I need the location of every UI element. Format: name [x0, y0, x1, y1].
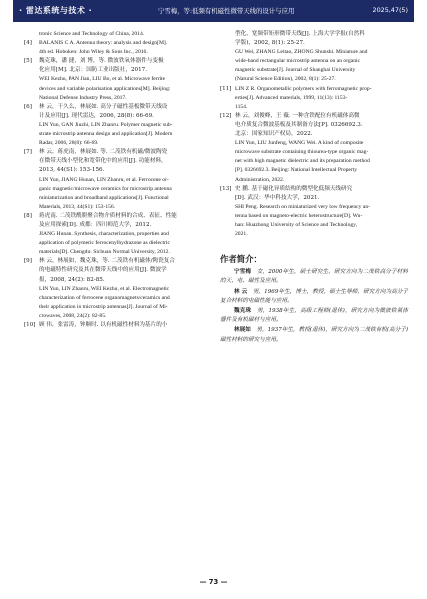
- reference-line: National Defense Industry Press, 2017.: [39, 94, 127, 101]
- reference-line: 的电磁特性研究及其在微带天线中的应用[J]. 微波学: [39, 267, 167, 274]
- reference-line: 型化、宽频带矩形微带天线[J]. 上海大学学报(自然科: [235, 31, 365, 37]
- reference-line: crowaves, 2008, 24(2): 82-85.: [39, 312, 107, 319]
- reference-line: 2013, 44(S1): 153-156.: [39, 167, 105, 174]
- reference-line: 北京：国家知识产权局，2022.: [235, 131, 313, 138]
- reference-line: 报，2008, 24(2): 82-85.: [39, 276, 105, 283]
- reference-line: GU Wei, ZHANG Leitao, ZHONG Shunshi. Miniature and: [235, 49, 368, 56]
- reference-line: Administration, 2022.: [235, 176, 285, 183]
- reference-line: JIANG Hunan. Synthesis, characterization, properties and: [39, 231, 169, 238]
- reference-number: [5]: [24, 58, 32, 65]
- reference-line: microwave substrate containing thiourea-type organic mag-: [235, 149, 369, 156]
- reference-line: 电介质复合微波基板及其制备方法[P]. 0326692.3.: [235, 121, 363, 128]
- reference-item: [24, 103, 212, 148]
- reference-line: application of polymeric ferrocenylhydrazone as dielectric: [39, 240, 170, 247]
- journal-header: [13, 0, 414, 22]
- reference-line: wide-band rectangular microstrip antenna on an organic: [235, 58, 361, 65]
- reference-item: [24, 212, 212, 257]
- reference-number: [9]: [24, 258, 32, 265]
- left-column: [24, 30, 212, 330]
- right-reference-list: [220, 85, 408, 240]
- reference-item: [220, 85, 408, 112]
- reference-line: characterization of ferrocene organomagnets/ceramics and: [39, 294, 170, 301]
- reference-number: [10]: [24, 322, 36, 328]
- reference-line: 及应用探索[D]. 成都：四川师范大学，2012.: [39, 221, 152, 228]
- reference-number: [6]: [24, 103, 32, 110]
- author-bio-text: 男，1969年生，博士，教授，硕士生导师，研究方向为高分子复合材料的电磁性能与应用。: [220, 288, 408, 304]
- reference-number: [12]: [220, 112, 232, 119]
- author-section-title: 作者简介：: [220, 254, 262, 265]
- reference-line: 林 云，干久么，林展如. 高分子磁性基板微带天线设: [39, 103, 168, 110]
- reference-line: 林 云，蒋虎南，林展如. 等. 二茂铁有机磁/微波陶瓷: [39, 149, 168, 156]
- reference-line: 4th ed. Hoboken: John Wiley & Sons Inc., 2016.: [39, 49, 148, 56]
- right-column: [220, 30, 408, 346]
- reference-line: 计及应用[J]. 现代雷达，2006, 28(8): 66-69.: [39, 112, 154, 119]
- article-running-title: 宁雪梅，等:低频有机磁性微带天线的设计与应用: [158, 7, 295, 15]
- reference-line: LIN Yun, LIU Junfeng, WANG Wei. A kind of composite: [235, 140, 364, 147]
- journal-name: · 雷达系统与技术 ·: [19, 6, 93, 15]
- reference-item: [24, 321, 212, 330]
- reference-line: erties[J]. Advanced materials, 1999, 11(13): 1153-: [235, 94, 348, 101]
- reference-line: 化应用[M]. 北京：国防工业出版社，2017.: [39, 67, 147, 74]
- reference-line: miniaturization and broadband applications[J]. Functional: [39, 194, 169, 201]
- reference-line: 魏克珠，潘 捷，刘 博，等. 微波铁氧体器件与变极: [39, 58, 164, 65]
- reference-line: 学版)，2002, 8(1): 25-27.: [235, 40, 305, 47]
- reference-number: [11]: [220, 85, 232, 92]
- reference-line: [P]. 0326692.3. Beijing: National Intellectual Property: [235, 167, 358, 174]
- reference-line: their application in microstrip antennas[J]. Journal of Mi-: [39, 303, 168, 310]
- reference-line: 林 云，刘俊峰，王 薇. 一种含铁配位有机磁体高微: [235, 112, 360, 119]
- reference-line: materials[D]. Chengdu: Sichuan Normal University, 2012.: [39, 249, 170, 256]
- reference-line: 1154.: [235, 103, 248, 110]
- reference-continuation: tronic Science and Technology of China, 2014.: [39, 31, 145, 37]
- reference-line: LIN Yun, GAN Jiuzhi, LIN Zhanru. Polymer magnetic sub-: [39, 121, 173, 128]
- reference-line: 2021.: [235, 231, 248, 238]
- reference-number: [7]: [24, 149, 32, 156]
- reference-item: [220, 185, 408, 240]
- left-reference-list: [24, 39, 212, 330]
- author-bio: [220, 326, 408, 344]
- reference-line: WEI Kezhu, PAN Jian, LIU Bo, et al. Microwave ferrite: [39, 76, 166, 83]
- reference-line: 林 云，林展如，魏克珠，等. 二茂铁有机磁体/陶瓷复合: [39, 258, 175, 265]
- reference-item: [24, 39, 212, 57]
- reference-line: ganic magnetic/microwave ceramics for microstrip antenna: [39, 185, 172, 192]
- reference-continuation: [220, 30, 408, 85]
- reference-line: magnetic substrate[J]. Journal of Shanghai University: [235, 67, 356, 74]
- reference-number: [13]: [220, 185, 232, 192]
- page-number: — 73 —: [199, 578, 228, 586]
- reference-line: LIN Yun, LIN Zhanru, WEI Kezhu, et al. Electromagnetic: [39, 285, 170, 292]
- reference-line: 蒋虎南. 二茂铁酰肼聚合物介质材料的合成、表征、性能: [39, 212, 177, 219]
- reference-item: [24, 57, 212, 102]
- author-name: 林 云: [234, 288, 248, 295]
- reference-line: net with high magnetic dielectric and its preparation method: [235, 158, 370, 165]
- reference-item: [24, 148, 212, 212]
- reference-line: tenna based on magneto-electric heterostructure[D]. Wu-: [235, 212, 363, 219]
- reference-item: [220, 112, 408, 185]
- author-bio: [220, 307, 408, 325]
- reference-line: devices and variable polarisation applications[M]. Beijing:: [39, 85, 171, 92]
- reference-line: BALANIS C A. Antenna theory: analysis and design[M].: [39, 40, 168, 47]
- reference-line: strate microstrip antenna design and application[J]. Modern: [39, 131, 173, 138]
- author-bio-text: 女，2000年生，硕士研究生，研究方向为二茂铁高分子材料的天、电、磁性及应用。: [220, 269, 408, 285]
- reference-line: LIN Yun, JIANG Hunan, LIN Zhanru, et al. Ferrocene or-: [39, 176, 169, 183]
- author-bio-text: 男，1938年生，高级工程师(退休)，研究方向为微波铁氧体器件及有机磁材与应用。: [220, 307, 408, 324]
- volume-issue: 2025,47(5): [372, 6, 408, 14]
- author-bios: [220, 268, 408, 345]
- author-name: 林展如: [234, 327, 251, 334]
- reference-line: Radar, 2006, 28(8): 66-69.: [39, 140, 99, 147]
- reference-line: 在微带天线小型化和宽带化中的应用[J]. 功能材料，: [39, 158, 167, 165]
- reference-line: (Natural Science Edition), 2002, 8(1): 25-27.: [235, 76, 336, 83]
- reference-item: [24, 257, 212, 321]
- reference-line: Materials, 2013, 44(S1): 153-156.: [39, 203, 116, 210]
- reference-line: 顾 伟，张雷涛，钟顺时. 以有机磁性材料为基片的小: [39, 322, 168, 328]
- reference-number: [4]: [24, 40, 32, 47]
- reference-line: SHI Peng. Research on miniaturized very low frequency an-: [235, 203, 370, 210]
- author-bio: [220, 288, 408, 306]
- reference-line: LIN Z R. Organometallic polymers with ferromagnetic prop-: [235, 85, 372, 92]
- reference-line: han: Huazhong University of Science and Technology,: [235, 221, 358, 228]
- author-bio: [220, 268, 408, 286]
- reference-line: 史 鹏. 基于磁化异质结构的微型化低频天线研究: [235, 185, 353, 192]
- author-name: 魏克珠: [234, 307, 252, 314]
- reference-number: [8]: [24, 212, 32, 219]
- author-bio-text: 男，1937年生，教授(退休)，研究方向为二茂铁有机(高分子)磁性材料的研究与应用。: [220, 327, 409, 343]
- reference-line: [D]. 武汉：华中科技大学，2021.: [235, 194, 320, 201]
- author-name: 宁雪梅: [234, 269, 252, 276]
